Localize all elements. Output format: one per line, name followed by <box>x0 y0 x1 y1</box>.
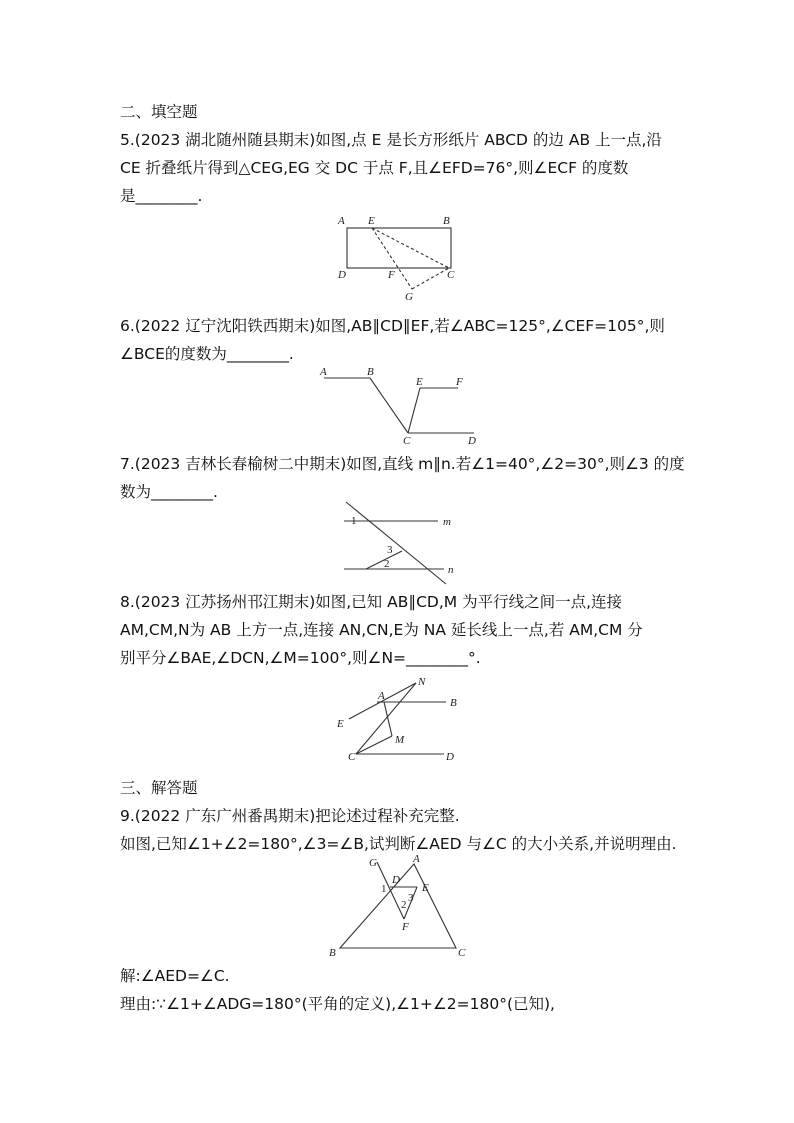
q7-label-2: 2 <box>384 558 390 570</box>
q8-label-e: E <box>337 718 344 730</box>
q7-label-m: m <box>443 516 451 528</box>
q5-text-line-1: 5.(2023 湖北随州随县期末)如图,点 E 是长方形纸片 ABCD 的边 AB 上一点,沿 <box>120 131 662 149</box>
q9-text-line-1: 9.(2022 广东广州番禺期末)把论述过程补充完整. <box>120 807 460 825</box>
q5-label-d: D <box>338 269 346 281</box>
q5-label-b: B <box>443 215 450 227</box>
q8-label-b: B <box>450 697 457 709</box>
q9-label-g: G <box>369 857 377 869</box>
q6-label-a: A <box>320 366 327 378</box>
q5-label-a: A <box>338 215 345 227</box>
q9-reason: 理由:∵∠1+∠ADG=180°(平角的定义),∠1+∠2=180°(已知), <box>120 995 555 1013</box>
q7-label-3: 3 <box>387 544 393 556</box>
q5-label-g: G <box>405 291 413 303</box>
q5-rectangle <box>347 228 451 268</box>
q7-figure <box>334 496 464 588</box>
q5-crease-ce <box>372 228 449 268</box>
q8-text-line-2: AM,CM,N为 AB 上方一点,连接 AN,CN,E为 NA 延长线上一点,若 AM,CM 分 <box>120 621 643 639</box>
section-title-fill-in: 二、填空题 <box>120 103 198 121</box>
q8-segment-cn <box>356 683 416 754</box>
q5-segment-gc <box>412 268 449 289</box>
q7-text-line-1: 7.(2023 吉林长春榆树二中期末)如图,直线 m∥n.若∠1=40°,∠2=30°,则∠3 的度 <box>120 455 685 473</box>
q9-label-2: 2 <box>401 899 407 911</box>
q5-text-line-2: CE 折叠纸片得到△CEG,EG 交 DC 于点 F,且∠EFD=76°,则∠ECF 的度数 <box>120 159 629 177</box>
q6-label-c: C <box>403 435 411 447</box>
q9-label-c: C <box>458 947 466 959</box>
q9-answer: 解:∠AED=∠C. <box>120 967 230 985</box>
q5-label-f: F <box>388 269 395 281</box>
q9-label-d: D <box>392 874 400 886</box>
q8-label-a: A <box>378 690 385 702</box>
q6-label-b: B <box>367 366 374 378</box>
q9-label-f: F <box>402 921 409 933</box>
q6-segment-ce <box>408 388 420 433</box>
q6-text-line-2: ∠BCE的度数为________. <box>120 345 294 363</box>
q9-label-1: 1 <box>381 883 387 895</box>
q9-label-3: 3 <box>408 892 414 904</box>
q8-figure <box>332 672 467 768</box>
q6-figure <box>312 362 484 450</box>
q5-text-line-3: 是________. <box>120 187 203 205</box>
q6-label-e: E <box>416 376 423 388</box>
q8-segment-cm <box>356 736 392 754</box>
q8-text-line-1: 8.(2023 江苏扬州邗江期末)如图,已知 AB∥CD,M 为平行线之间一点,连接 <box>120 593 623 611</box>
q6-segment-bc <box>370 378 408 433</box>
q8-label-m: M <box>395 734 405 746</box>
q9-label-e: E <box>422 882 429 894</box>
q7-label-n: n <box>448 564 454 576</box>
q6-label-d: D <box>468 435 476 447</box>
q7-transversal <box>346 502 446 584</box>
q5-label-e: E <box>368 215 375 227</box>
q5-figure <box>330 208 470 304</box>
q9-label-a: A <box>413 853 420 865</box>
q8-label-d: D <box>446 751 454 763</box>
q6-text-line-1: 6.(2022 辽宁沈阳铁西期末)如图,AB∥CD∥EF,若∠ABC=125°,∠CEF=105°,则 <box>120 317 665 335</box>
q7-label-1: 1 <box>351 515 357 527</box>
q8-label-c: C <box>348 751 356 763</box>
q6-label-f: F <box>456 376 463 388</box>
q9-figure <box>324 850 474 962</box>
q7-text-line-2: 数为________. <box>120 483 218 501</box>
q8-text-line-3: 别平分∠BAE,∠DCN,∠M=100°,则∠N=________°. <box>120 649 481 667</box>
q9-text-line-2: 如图,已知∠1+∠2=180°,∠3=∠B,试判断∠AED 与∠C 的大小关系,并说明理由. <box>120 835 677 853</box>
q5-label-c: C <box>447 269 455 281</box>
section-title-answer: 三、解答题 <box>120 779 198 797</box>
q8-label-n: N <box>418 676 426 688</box>
q9-label-b: B <box>329 947 336 959</box>
